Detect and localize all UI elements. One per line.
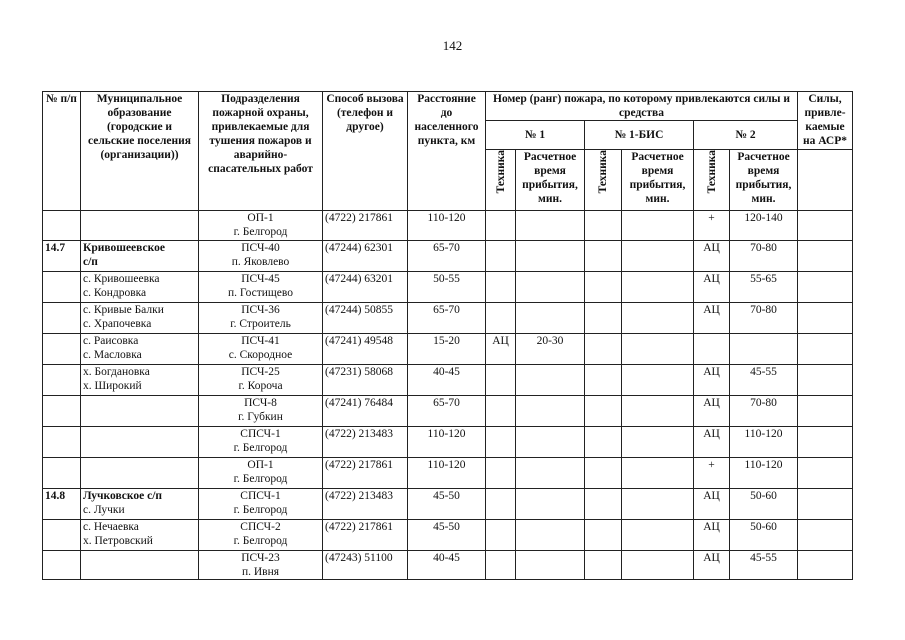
unit-cell bbox=[199, 396, 323, 427]
asr-cell bbox=[798, 427, 853, 458]
unit-cell bbox=[199, 272, 323, 303]
row-number bbox=[43, 520, 81, 551]
tech-1bis-cell bbox=[585, 551, 622, 580]
tech-1-cell bbox=[486, 241, 516, 272]
unit-location: г. Строитель bbox=[230, 318, 291, 330]
asr-cell bbox=[798, 520, 853, 551]
unit-cell bbox=[199, 241, 323, 272]
arrival-1-cell: 20-30 bbox=[516, 334, 585, 365]
municipality-line: с. Масловка bbox=[83, 349, 142, 361]
distance-cell: 110-120 bbox=[408, 458, 486, 489]
row-number bbox=[43, 272, 81, 303]
row-number: 14.7 bbox=[43, 241, 81, 272]
distance-cell: 15-20 bbox=[408, 334, 486, 365]
header-tech-1bis: Техника bbox=[597, 150, 609, 194]
tech-1bis-cell bbox=[585, 365, 622, 396]
unit-cell bbox=[199, 551, 323, 580]
municipality-line: с. Раисовка bbox=[83, 335, 139, 347]
municipality-cell bbox=[81, 520, 199, 551]
tech-1-cell bbox=[486, 365, 516, 396]
table-row bbox=[43, 396, 853, 427]
tech-2-cell: АЦ bbox=[694, 396, 730, 427]
arrival-1bis-cell bbox=[622, 211, 694, 241]
arrival-1bis-cell bbox=[622, 334, 694, 365]
header-distance: Расстояние до населенного пункта, км bbox=[408, 92, 486, 211]
unit-name: ПСЧ-40 bbox=[241, 242, 280, 254]
unit-location: п. Яковлево bbox=[231, 256, 290, 268]
tech-2-cell: АЦ bbox=[694, 520, 730, 551]
asr-cell bbox=[798, 396, 853, 427]
unit-cell bbox=[199, 458, 323, 489]
row-number bbox=[43, 211, 81, 241]
unit-cell bbox=[199, 334, 323, 365]
asr-cell bbox=[798, 303, 853, 334]
unit-cell bbox=[199, 520, 323, 551]
unit-cell bbox=[199, 303, 323, 334]
distance-cell: 65-70 bbox=[408, 396, 486, 427]
tech-2-cell: АЦ bbox=[694, 551, 730, 580]
arrival-1bis-cell bbox=[622, 272, 694, 303]
arrival-1-cell bbox=[516, 303, 585, 334]
row-number bbox=[43, 458, 81, 489]
asr-cell bbox=[798, 272, 853, 303]
phone-cell: (47241) 49548 bbox=[323, 334, 408, 365]
municipality-line: с. Кривошеевка bbox=[83, 273, 160, 285]
tech-2-cell: АЦ bbox=[694, 241, 730, 272]
table-row bbox=[43, 520, 853, 551]
arrival-1bis-cell bbox=[622, 303, 694, 334]
row-number bbox=[43, 334, 81, 365]
table-row bbox=[43, 211, 853, 241]
header-rank-1: № 1 bbox=[486, 121, 585, 150]
tech-1-cell bbox=[486, 272, 516, 303]
arrival-1-cell bbox=[516, 365, 585, 396]
arrival-2-cell: 70-80 bbox=[730, 241, 798, 272]
municipality-cell bbox=[81, 458, 199, 489]
tech-1-cell bbox=[486, 489, 516, 520]
header-municipality: Муниципальное образование (городские и сельские поселения (организации)) bbox=[81, 92, 199, 211]
distance-cell: 110-120 bbox=[408, 211, 486, 241]
unit-name: СПСЧ-1 bbox=[240, 428, 281, 440]
municipality-line: с. Лучки bbox=[83, 504, 125, 516]
tech-1bis-cell bbox=[585, 211, 622, 241]
arrival-1-cell bbox=[516, 396, 585, 427]
tech-2-cell: + bbox=[694, 211, 730, 241]
tech-1bis-cell bbox=[585, 272, 622, 303]
arrival-1-cell bbox=[516, 520, 585, 551]
unit-name: ПСЧ-8 bbox=[244, 397, 277, 409]
unit-cell bbox=[199, 211, 323, 241]
tech-2-cell: + bbox=[694, 458, 730, 489]
arrival-1bis-cell bbox=[622, 458, 694, 489]
unit-location: г. Белгород bbox=[233, 473, 288, 485]
unit-name: ПСЧ-25 bbox=[241, 366, 280, 378]
distance-cell: 65-70 bbox=[408, 303, 486, 334]
municipality-cell bbox=[81, 396, 199, 427]
arrival-1-cell bbox=[516, 458, 585, 489]
header-rank-2: № 2 bbox=[694, 121, 798, 150]
arrival-2-cell: 110-120 bbox=[730, 427, 798, 458]
unit-name: СПСЧ-2 bbox=[240, 521, 281, 533]
tech-1bis-cell bbox=[585, 489, 622, 520]
municipality-cell bbox=[81, 489, 199, 520]
municipality-line: х. Петровский bbox=[83, 535, 153, 547]
table-row bbox=[43, 551, 853, 580]
table-row bbox=[43, 241, 853, 272]
unit-name: ОП-1 bbox=[247, 459, 274, 471]
tech-2-cell: АЦ bbox=[694, 489, 730, 520]
unit-name: ОП-1 bbox=[247, 212, 274, 224]
unit-location: г. Белгород bbox=[233, 504, 288, 516]
unit-location: г. Белгород bbox=[233, 226, 288, 238]
asr-cell bbox=[798, 365, 853, 396]
phone-cell: (47241) 76484 bbox=[323, 396, 408, 427]
header-tech-1: Техника bbox=[494, 150, 507, 194]
municipality-cell bbox=[81, 551, 199, 580]
tech-2-cell: АЦ bbox=[694, 427, 730, 458]
arrival-1-cell bbox=[516, 551, 585, 580]
unit-location: п. Гостищево bbox=[228, 287, 293, 299]
unit-name: ПСЧ-36 bbox=[241, 304, 280, 316]
tech-2-cell bbox=[694, 334, 730, 365]
arrival-1bis-cell bbox=[622, 520, 694, 551]
header-num: № п/п bbox=[43, 92, 81, 211]
unit-name: СПСЧ-1 bbox=[240, 490, 281, 502]
unit-location: п. Ивня bbox=[241, 566, 280, 578]
header-fire-rank: Номер (ранг) пожара, по которому привлекаются силы и средства bbox=[486, 92, 798, 121]
municipality-line: с. Кривые Балки bbox=[83, 304, 164, 316]
phone-cell: (4722) 213483 bbox=[323, 489, 408, 520]
page-number: 142 bbox=[442, 38, 463, 53]
distance-cell: 50-55 bbox=[408, 272, 486, 303]
municipality-cell bbox=[81, 303, 199, 334]
arrival-2-cell: 55-65 bbox=[730, 272, 798, 303]
asr-cell bbox=[798, 334, 853, 365]
tech-1-cell bbox=[486, 211, 516, 241]
phone-cell: (47244) 62301 bbox=[323, 241, 408, 272]
phone-cell: (4722) 213483 bbox=[323, 427, 408, 458]
arrival-2-cell: 120-140 bbox=[730, 211, 798, 241]
municipality-line: с. Нечаевка bbox=[83, 521, 139, 533]
asr-cell bbox=[798, 489, 853, 520]
arrival-2-cell: 45-55 bbox=[730, 551, 798, 580]
municipality-cell bbox=[81, 272, 199, 303]
fire-forces-table bbox=[42, 91, 853, 580]
row-number bbox=[43, 551, 81, 580]
tech-2-cell: АЦ bbox=[694, 365, 730, 396]
phone-cell: (4722) 217861 bbox=[323, 211, 408, 241]
phone-cell: (47244) 63201 bbox=[323, 272, 408, 303]
table-row bbox=[43, 272, 853, 303]
arrival-2-cell: 50-60 bbox=[730, 520, 798, 551]
phone-cell: (47231) 58068 bbox=[323, 365, 408, 396]
unit-name: ПСЧ-23 bbox=[241, 552, 280, 564]
row-number: 14.8 bbox=[43, 489, 81, 520]
table-row bbox=[43, 334, 853, 365]
table-row bbox=[43, 427, 853, 458]
header-arrival-1: Расчетное время прибытия, мин. bbox=[516, 150, 585, 211]
table-row bbox=[43, 458, 853, 489]
tech-1-cell bbox=[486, 551, 516, 580]
tech-1-cell: АЦ bbox=[486, 334, 516, 365]
arrival-1bis-cell bbox=[622, 489, 694, 520]
tech-1bis-cell bbox=[585, 458, 622, 489]
tech-2-cell: АЦ bbox=[694, 303, 730, 334]
municipality-line: х. Широкий bbox=[83, 380, 142, 392]
unit-name: ПСЧ-41 bbox=[241, 335, 280, 347]
tech-1bis-cell bbox=[585, 520, 622, 551]
unit-location: с. Скородное bbox=[228, 349, 293, 361]
arrival-2-cell bbox=[730, 334, 798, 365]
municipality-line: с. Храпочевка bbox=[83, 318, 152, 330]
table-row bbox=[43, 365, 853, 396]
municipality-cell bbox=[81, 365, 199, 396]
header-arrival-1bis: Расчетное время прибытия, мин. bbox=[622, 150, 694, 211]
header-call-method: Способ вызова (телефон и другое) bbox=[323, 92, 408, 211]
arrival-2-cell: 50-60 bbox=[730, 489, 798, 520]
municipality-line: Кривошеевское bbox=[83, 242, 165, 254]
arrival-1-cell bbox=[516, 241, 585, 272]
municipality-cell bbox=[81, 334, 199, 365]
tech-2-cell: АЦ bbox=[694, 272, 730, 303]
unit-cell bbox=[199, 489, 323, 520]
arrival-1-cell bbox=[516, 272, 585, 303]
municipality-cell bbox=[81, 211, 199, 241]
arrival-1bis-cell bbox=[622, 365, 694, 396]
arrival-2-cell: 45-55 bbox=[730, 365, 798, 396]
municipality-cell bbox=[81, 427, 199, 458]
table-row bbox=[43, 303, 853, 334]
unit-cell bbox=[199, 365, 323, 396]
arrival-2-cell: 70-80 bbox=[730, 303, 798, 334]
header-tech-2: Техника bbox=[705, 150, 718, 194]
tech-1-cell bbox=[486, 520, 516, 551]
header-rank-1bis: № 1-БИС bbox=[585, 121, 694, 150]
header-arrival-2: Расчетное время прибытия, мин. bbox=[730, 150, 798, 211]
phone-cell: (4722) 217861 bbox=[323, 520, 408, 551]
municipality-line: с. Кондровка bbox=[83, 287, 147, 299]
distance-cell: 110-120 bbox=[408, 427, 486, 458]
arrival-1-cell bbox=[516, 427, 585, 458]
asr-cell bbox=[798, 458, 853, 489]
municipality-line: с/п bbox=[83, 256, 98, 268]
unit-location: г. Губкин bbox=[238, 411, 283, 423]
tech-1-cell bbox=[486, 427, 516, 458]
unit-name: ПСЧ-45 bbox=[241, 273, 280, 285]
asr-cell bbox=[798, 241, 853, 272]
unit-cell bbox=[199, 427, 323, 458]
unit-location: г. Короча bbox=[238, 380, 283, 392]
unit-location: г. Белгород bbox=[233, 535, 288, 547]
arrival-1bis-cell bbox=[622, 241, 694, 272]
row-number bbox=[43, 427, 81, 458]
distance-cell: 45-50 bbox=[408, 489, 486, 520]
distance-cell: 45-50 bbox=[408, 520, 486, 551]
asr-cell bbox=[798, 551, 853, 580]
row-number bbox=[43, 365, 81, 396]
tech-1-cell bbox=[486, 458, 516, 489]
tech-1bis-cell bbox=[585, 396, 622, 427]
municipality-line: х. Богдановка bbox=[83, 366, 150, 378]
phone-cell: (4722) 217861 bbox=[323, 458, 408, 489]
phone-cell: (47243) 51100 bbox=[323, 551, 408, 580]
distance-cell: 65-70 bbox=[408, 241, 486, 272]
unit-location: г. Белгород bbox=[233, 442, 288, 454]
arrival-1bis-cell bbox=[622, 396, 694, 427]
tech-1bis-cell bbox=[585, 427, 622, 458]
arrival-1bis-cell bbox=[622, 427, 694, 458]
tech-1-cell bbox=[486, 396, 516, 427]
arrival-1-cell bbox=[516, 489, 585, 520]
header-units: Подразделения пожарной охраны, привлекаемые для тушения пожаров и аварийно-спасательных работ bbox=[199, 92, 323, 211]
distance-cell: 40-45 bbox=[408, 365, 486, 396]
phone-cell: (47244) 50855 bbox=[323, 303, 408, 334]
distance-cell: 40-45 bbox=[408, 551, 486, 580]
municipality-line: Лучковское с/п bbox=[83, 490, 163, 502]
asr-cell bbox=[798, 211, 853, 241]
tech-1-cell bbox=[486, 303, 516, 334]
tech-1bis-cell bbox=[585, 241, 622, 272]
row-number bbox=[43, 303, 81, 334]
row-number bbox=[43, 396, 81, 427]
header-asr: Силы, привле-каемые на АСР* bbox=[798, 92, 853, 150]
table-row bbox=[43, 489, 853, 520]
tech-1bis-cell bbox=[585, 303, 622, 334]
arrival-1bis-cell bbox=[622, 551, 694, 580]
arrival-1-cell bbox=[516, 211, 585, 241]
tech-1bis-cell bbox=[585, 334, 622, 365]
arrival-2-cell: 110-120 bbox=[730, 458, 798, 489]
municipality-cell bbox=[81, 241, 199, 272]
arrival-2-cell: 70-80 bbox=[730, 396, 798, 427]
